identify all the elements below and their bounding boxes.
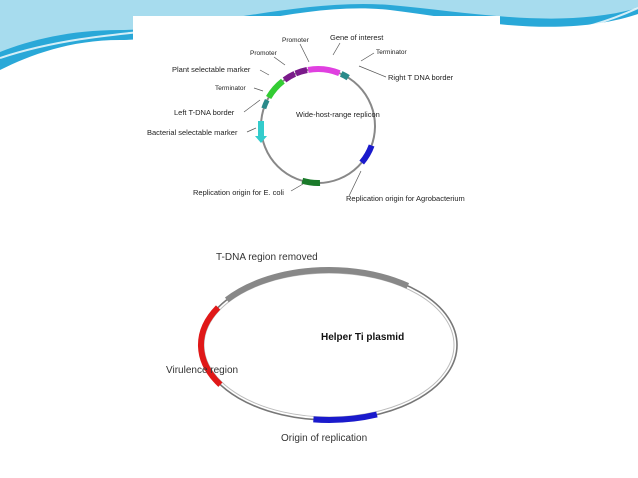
label-terminator-right: Terminator <box>376 49 407 56</box>
tdna-removed-segment <box>227 270 408 300</box>
label-left-tdna-border: Left T-DNA border <box>174 108 235 117</box>
label-terminator-left: Terminator <box>215 85 246 92</box>
label-promoter-left: Promoter <box>250 50 277 57</box>
bacterial-marker-arrow <box>255 121 267 143</box>
vector-center-label: Wide-host-range replicon <box>296 110 380 119</box>
vector-leader-lines <box>244 43 386 196</box>
binary-vector-diagram <box>133 16 500 228</box>
label-origin-of-replication: Origin of replication <box>281 433 368 444</box>
helper-origin-segment <box>313 415 377 420</box>
label-right-tdna-border: Right T DNA border <box>388 73 454 82</box>
label-gene-of-interest: Gene of interest <box>330 33 384 42</box>
label-promoter-top: Promoter <box>282 37 309 44</box>
terminator-segment-right <box>341 74 348 78</box>
label-tdna-region-removed: T-DNA region removed <box>216 252 318 263</box>
label-bacterial-selectable-marker: Bacterial selectable marker <box>147 128 238 137</box>
promoter-segment-top <box>296 70 307 74</box>
helper-ti-plasmid-diagram <box>129 238 505 465</box>
terminator-segment-left <box>264 100 267 108</box>
label-virulence-region: Virulence region <box>166 365 239 376</box>
label-replication-origin-agro: Replication origin for Agrobacterium <box>346 194 465 203</box>
gene-of-interest-segment <box>308 69 339 73</box>
helper-center-label: Helper Ti plasmid <box>321 332 405 343</box>
label-plant-selectable-marker: Plant selectable marker <box>172 65 251 74</box>
agro-origin-segment <box>362 146 372 163</box>
plant-marker-segment <box>269 81 283 97</box>
helper-backbone-inner <box>204 273 454 417</box>
promoter-segment-left <box>285 74 295 80</box>
ecoli-origin-segment <box>302 181 320 183</box>
label-replication-origin-ecoli: Replication origin for E. coli <box>193 188 284 197</box>
